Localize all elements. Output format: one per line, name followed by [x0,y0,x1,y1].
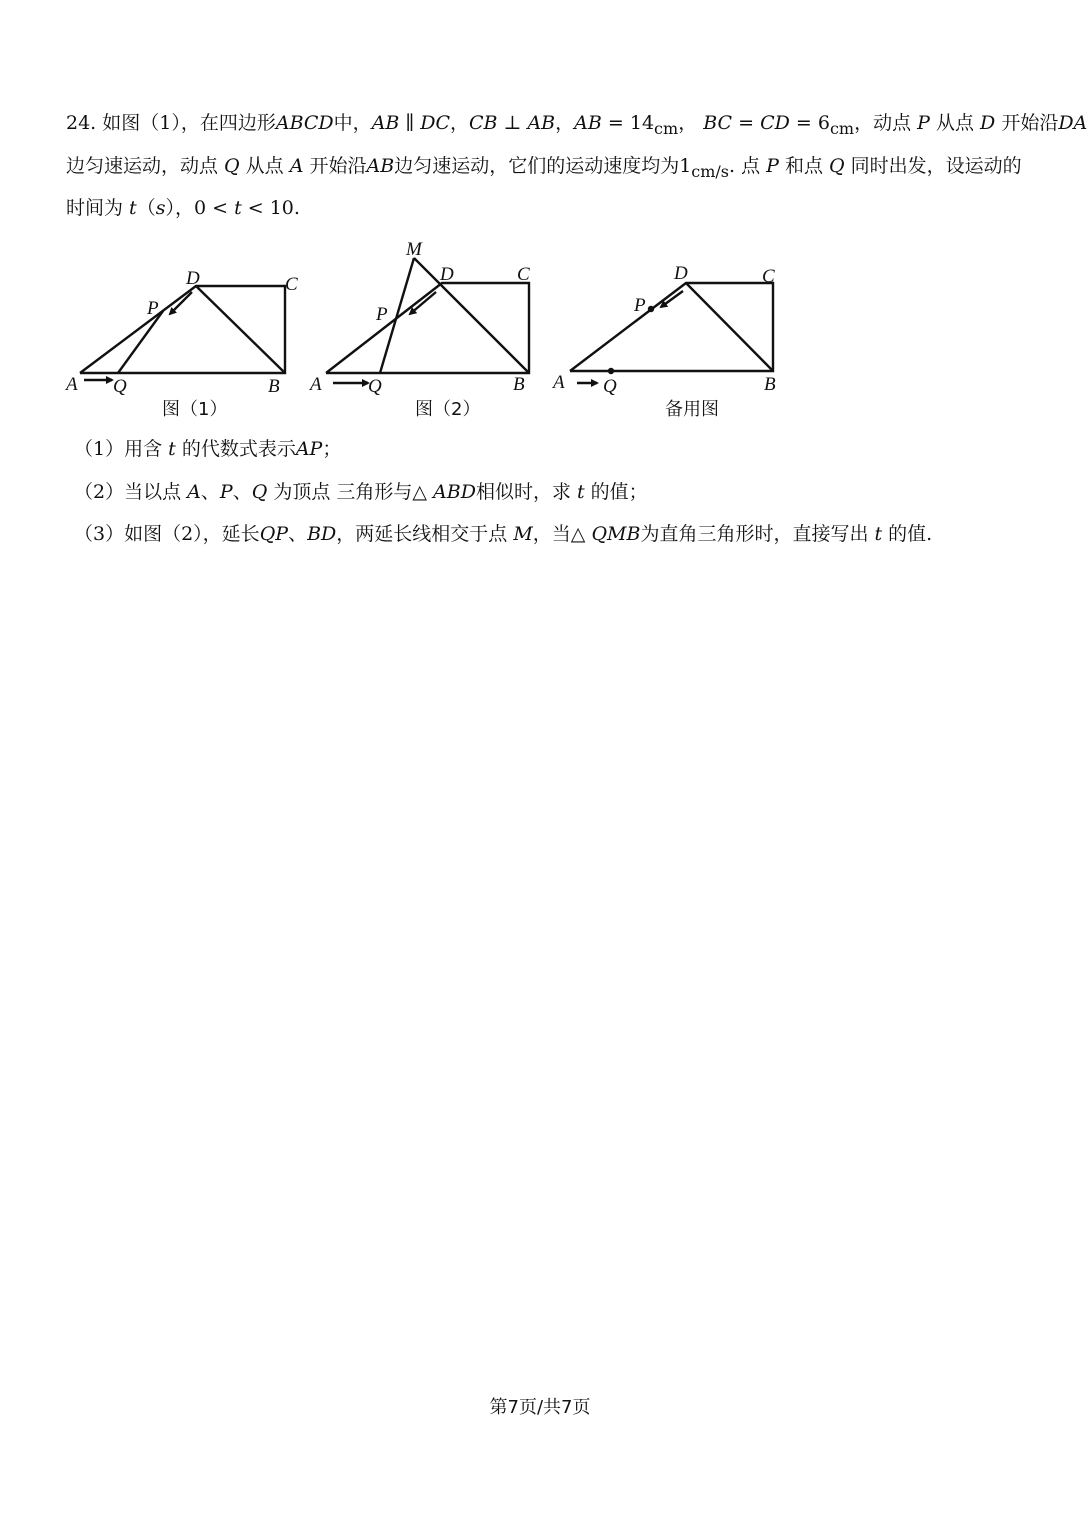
quadrilateral-abcd [80,286,285,373]
unit: cm [829,119,855,138]
text: ， [555,112,575,134]
text: ，动点 [854,112,918,134]
question-part-2 [74,480,648,504]
math-text: Q [829,155,845,177]
math-text: AB [574,112,602,134]
label-c: C [762,266,775,287]
text: 开始沿 [303,155,367,177]
quadrilateral-abcd [570,283,773,371]
text: ，两延长线相交于点 [336,523,514,545]
text: 相似时，求 [475,481,577,503]
math-text: Q [251,481,268,503]
math-text: CD [760,112,790,134]
text: 时间为 [66,197,130,219]
problem-line-3 [66,196,300,220]
text: . 点 [729,155,767,177]
text: 从点 [239,155,290,177]
text: 同时出发，设运动的 [844,155,1022,177]
text: 中， [333,112,372,134]
question-part-1 [74,437,341,461]
label-c: C [517,264,530,285]
text: 开始沿 [995,112,1059,134]
text: < 10. [241,197,300,219]
unit: cm [654,119,679,138]
label-p: P [634,295,646,316]
text: （2）当以点 [74,481,188,503]
label-m: M [406,239,422,260]
text: = [732,112,761,134]
label-d: D [186,268,200,289]
label-d: D [674,263,688,284]
math-text: ABD [433,481,476,503]
label-q: Q [368,376,382,397]
text: ， [678,112,704,134]
geometry-figures [0,235,1080,395]
math-text: QP [259,523,289,545]
math-text: P [766,155,779,177]
text: 、 [288,523,308,545]
math-text: P [917,112,930,134]
label-b: B [764,374,776,395]
point-q-dot [608,368,614,374]
math-text: QMB [591,523,641,545]
math-text: BD [307,523,337,545]
segment-pq [118,311,163,373]
text: ），0 < [165,197,235,219]
text: ； [322,438,342,460]
math-text: AB [366,155,395,177]
text: 从点 [929,112,981,134]
text: 为顶点 三角形与△ [267,481,434,503]
text: 的值. [882,523,933,545]
math-text: CB ⊥ AB [469,112,556,134]
arrow-p [410,292,436,314]
text: 、 [200,481,220,503]
math-text: DA [1058,112,1087,134]
text: 、 [232,481,252,503]
math-text: ABCD [275,112,334,134]
math-text: t [576,481,585,503]
text: 和点 [778,155,830,177]
text: （1）用含 [74,438,169,460]
text: 24. 如图（1），在四边形 [66,112,276,134]
question-part-3 [74,522,932,546]
label-p: P [376,304,388,325]
text: = 14 [601,112,655,134]
unit: cm/s [691,162,730,181]
page-number: 第7页/共7页 [489,1397,591,1418]
text: （ [136,197,156,219]
math-text: t [129,197,137,219]
text: （3）如图（2），延长 [74,523,260,545]
diagonal-bd [686,283,773,371]
figure-spare [551,263,776,397]
label-a: A [66,374,78,395]
label-d: D [440,264,454,285]
extended-bd [414,258,529,373]
text: 边匀速运动，动点 [66,155,225,177]
figure-1 [64,268,298,397]
math-text: BC [703,112,733,134]
text: 的值； [584,481,648,503]
figure-spare-caption: 备用图 [665,399,719,420]
math-text: D [980,112,996,134]
label-p: P [147,298,159,319]
label-a: A [553,372,565,393]
problem-line-2 [66,154,1022,184]
text: 的代数式表示 [175,438,296,460]
label-a: A [310,374,322,395]
math-text: t [874,523,883,545]
math-text: M [513,523,533,545]
math-text: A [187,481,201,503]
math-text: P [219,481,233,503]
text: 边匀速运动，它们的运动速度均为1 [394,155,692,177]
text: 为直角三角形时，直接写出 [640,523,875,545]
label-q: Q [603,376,617,397]
math-text: AB ∥ DC [371,112,450,134]
diagonal-bd [196,286,285,373]
label-c: C [285,274,298,295]
math-text: AP [295,438,323,460]
point-p-dot [648,306,654,312]
figure-2 [308,239,530,397]
math-text: t [234,197,242,219]
math-text: Q [224,155,240,177]
text: ， [450,112,470,134]
problem-line-1 [66,111,1087,141]
text: = 6 [789,112,830,134]
label-q: Q [113,376,127,397]
label-b: B [513,374,525,395]
math-text: t [168,438,176,460]
math-text: s [155,197,166,219]
math-text: A [289,155,304,177]
quadrilateral-abcd [326,283,529,373]
figure-1-caption: 图（1） [162,399,228,420]
label-b: B [268,376,280,397]
figure-2-caption: 图（2） [415,399,481,420]
text: ，当△ [532,523,592,545]
